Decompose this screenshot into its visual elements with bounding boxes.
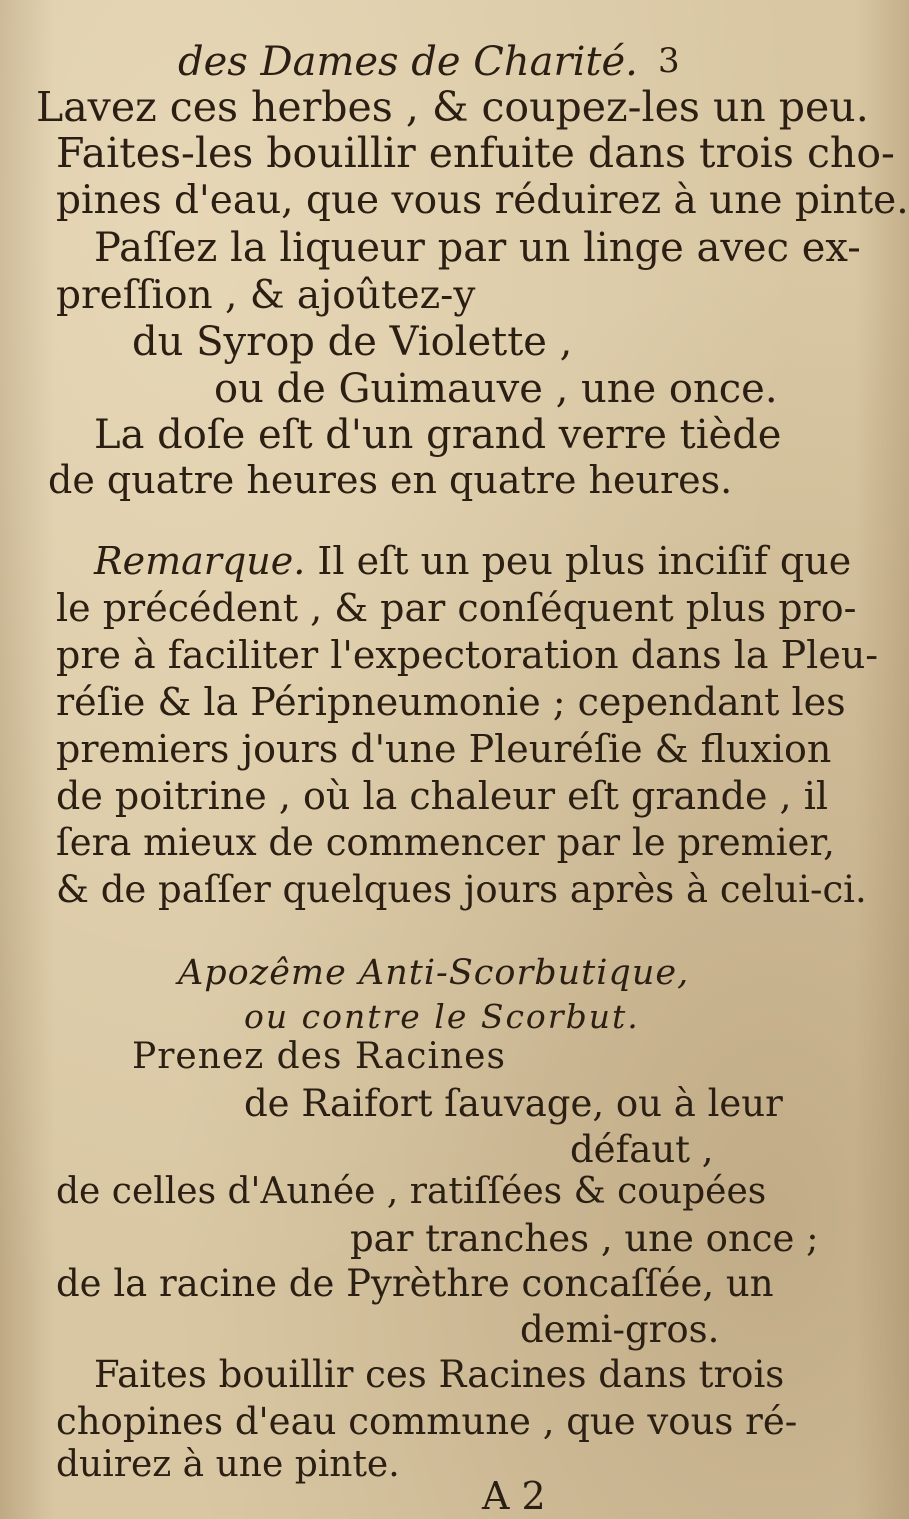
text-line: de celles d'Aunée , ratiſſées & coupées	[56, 1171, 767, 1212]
text-line: demi-gros.	[520, 1308, 720, 1351]
text-line: pre à faciliter l'expectoration dans la Pleu-	[56, 633, 879, 677]
text-line: de poitrine , où la chaleur eſt grande , il	[56, 774, 829, 818]
running-title: des Dames de Charité.	[178, 39, 638, 85]
remark-first-line	[94, 539, 852, 583]
text-line: ſera mieux de commencer par le premier,	[56, 821, 835, 864]
text-line: par tranches , une once ;	[350, 1217, 819, 1260]
page-number: 3	[658, 41, 680, 81]
text-line: du Syrop de Violette ,	[132, 319, 573, 365]
text-line: duirez à une pinte.	[56, 1444, 400, 1485]
text-line: Prenez des Racines	[132, 1036, 506, 1077]
recipe-title: Apozême Anti-Scorbutique,	[178, 953, 690, 993]
text-line: défaut ,	[570, 1128, 714, 1171]
text-line: Faites-les bouillir enfuite dans trois cho-	[56, 129, 895, 177]
text-line: de la racine de Pyrèthre concaſſée, un	[56, 1262, 774, 1305]
text-line: preſſion , & ajoûtez-y	[56, 273, 476, 318]
text-line: pines d'eau, que vous réduirez à une pinte.	[56, 178, 909, 223]
text-line: le précédent , & par conſéquent plus pro-	[56, 586, 857, 630]
text-line: premiers jours d'une Pleuréſie & fluxion	[56, 727, 832, 771]
recipe-subtitle: ou contre le Scorbut.	[244, 997, 640, 1036]
text-line: Lavez ces herbes , & coupez-les un peu.	[36, 83, 869, 131]
text-line: de Raifort ſauvage, ou à leur	[244, 1082, 783, 1125]
signature-mark: A 2	[482, 1474, 546, 1518]
text-line: ou de Guimauve , une once.	[214, 366, 778, 412]
text-line: réſie & la Péripneumonie ; cependant les	[56, 680, 846, 724]
text-line: de quatre heures en quatre heures.	[48, 458, 733, 502]
text-line: Faites bouillir ces Racines dans trois	[94, 1353, 785, 1396]
text-line: chopines d'eau commune , que vous ré-	[56, 1400, 798, 1443]
remark-text: Il eſt un peu plus inciſif que	[317, 539, 852, 583]
remark-label: Remarque.	[94, 539, 306, 583]
text-line: & de paſſer quelques jours après à celui-ci.	[56, 868, 867, 911]
text-line: Paſſez la liqueur par un linge avec ex-	[94, 225, 861, 271]
text-line: La doſe eſt d'un grand verre tiède	[94, 412, 782, 458]
